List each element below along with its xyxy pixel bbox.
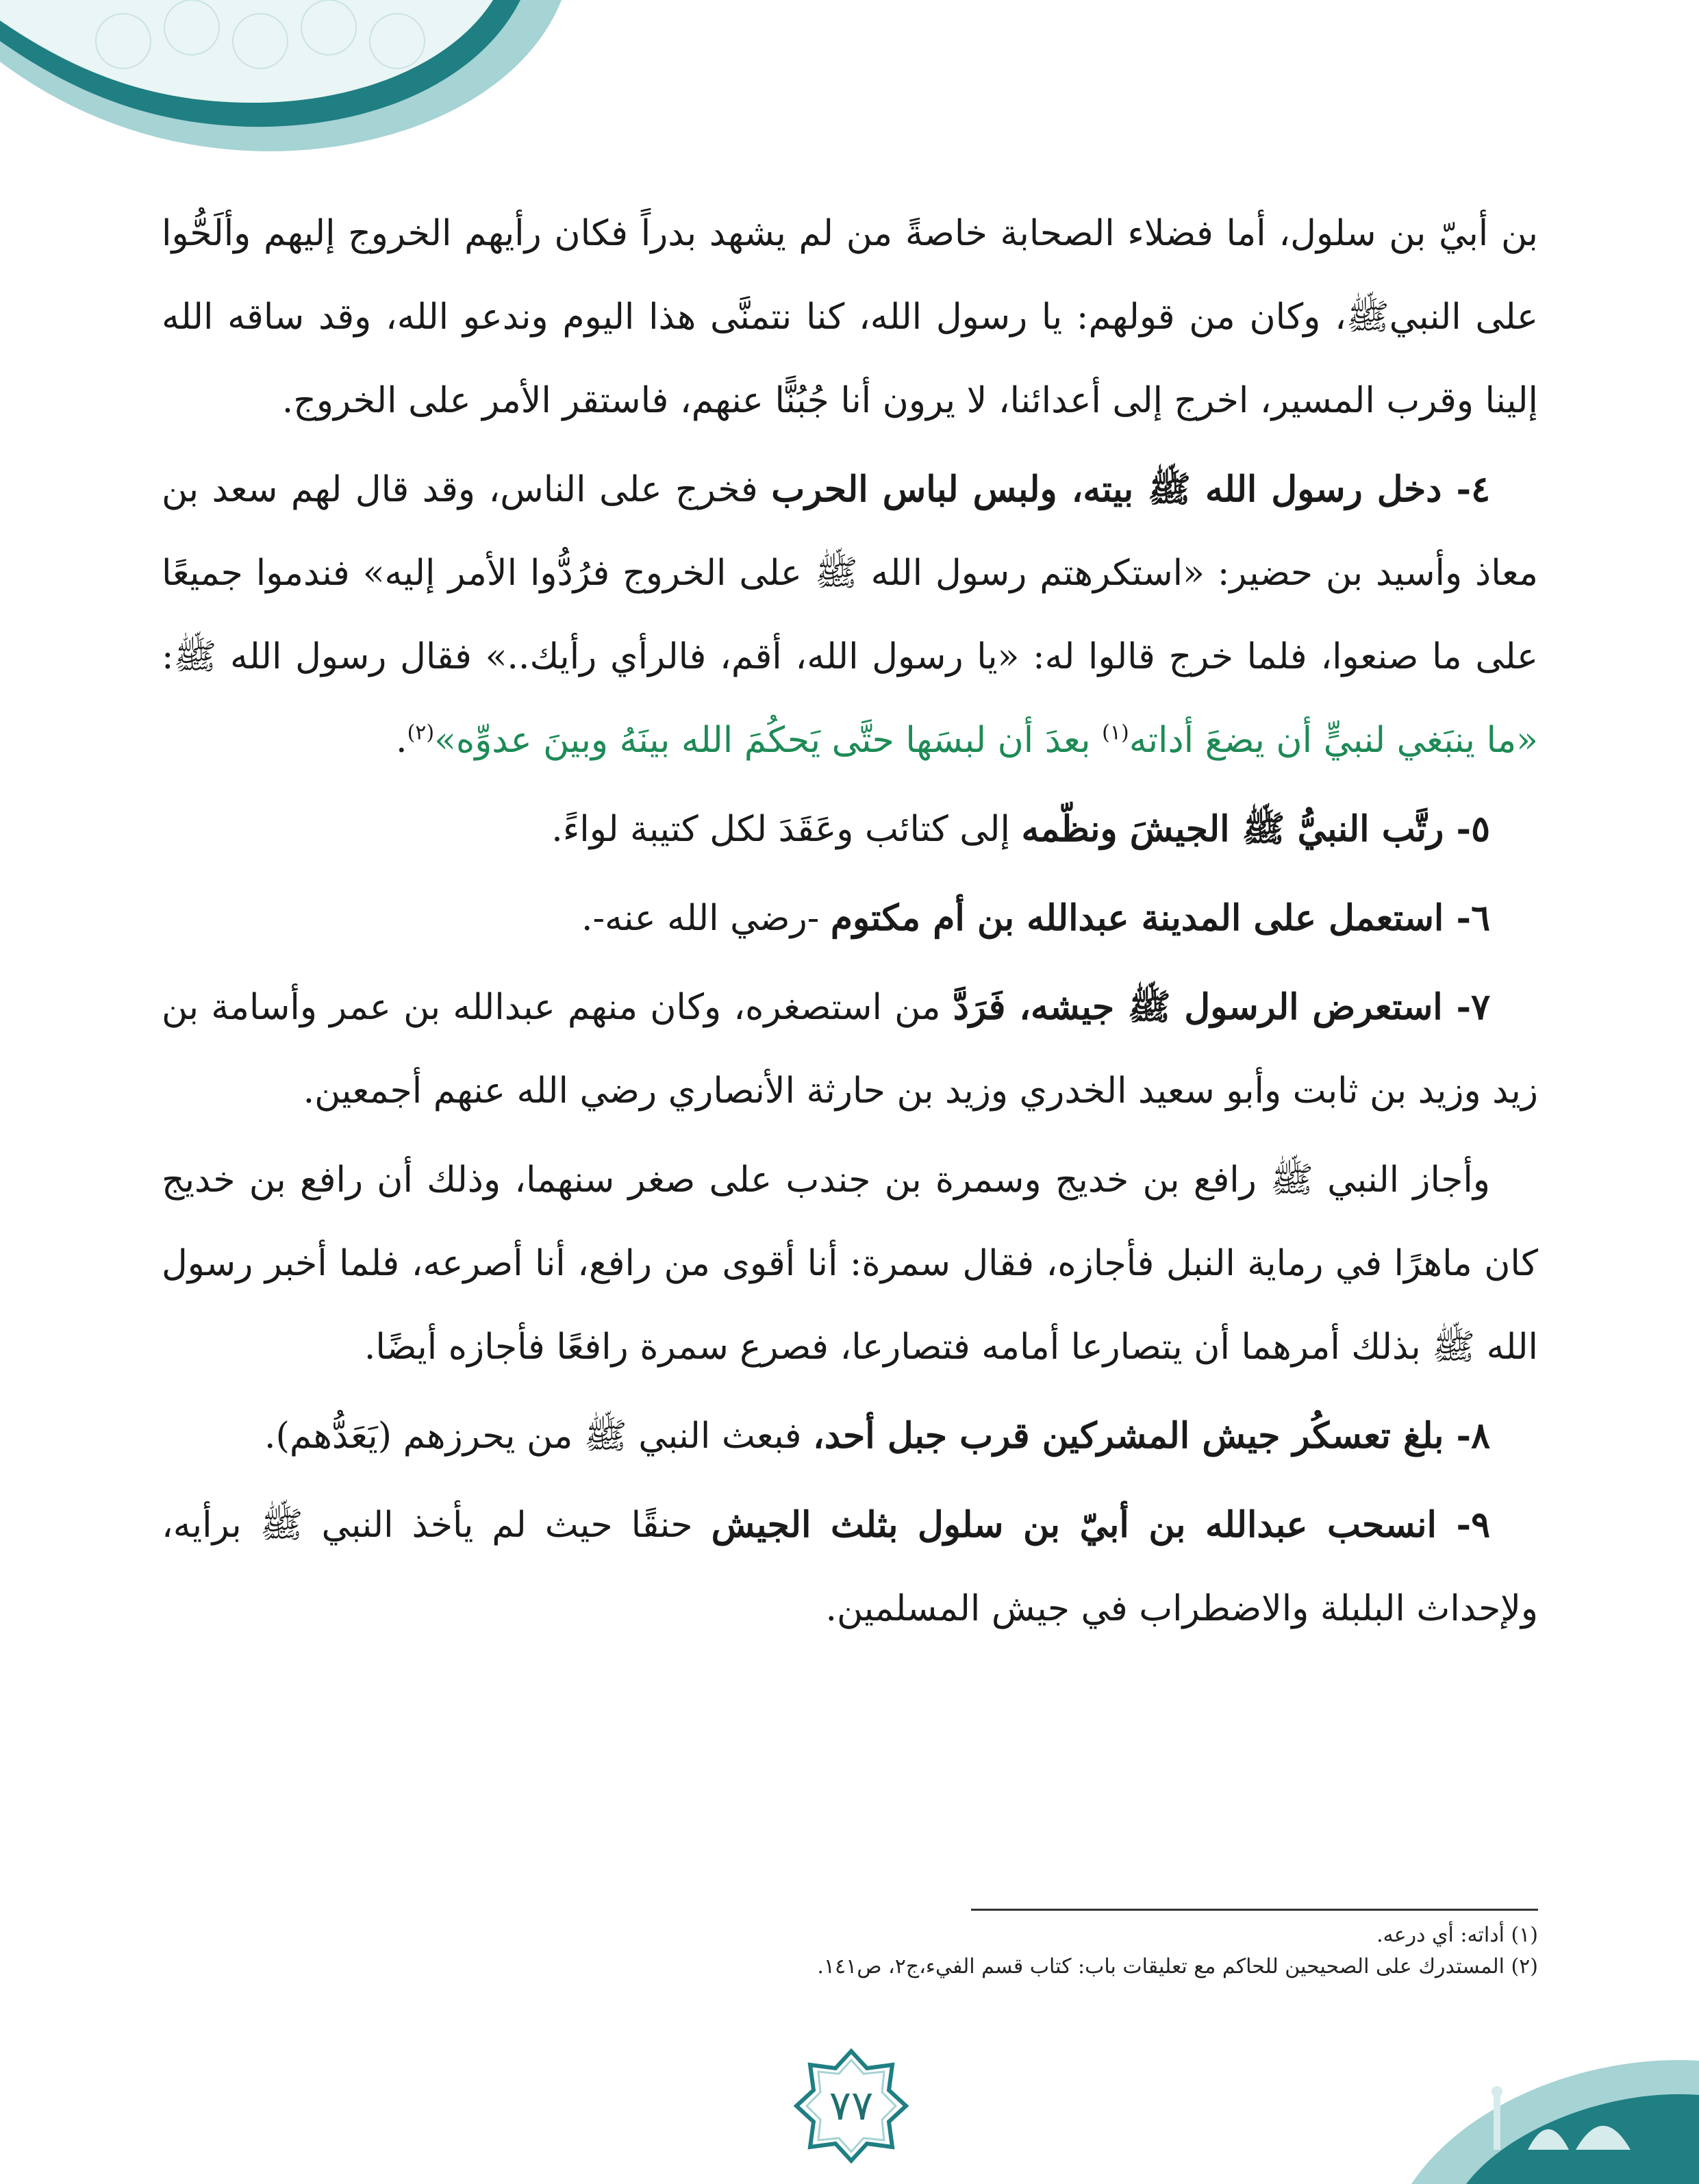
paragraph-5 bbox=[162, 788, 1538, 871]
paragraph-4 bbox=[162, 448, 1538, 782]
paragraph-4-text: فخرج على الناس، وقد قال لهم سعد بن معاذ وأسيد بن حضير: «استكرهتم رسول الله ﷺ على الخروج فرُدُّوا الأمر إليه» فندموا جميعًا على ما صنعوا، فلما خرج قالوا له: «يا رسول الله، أقم، فالرأي رأيك..» فقال رسول الله ﷺ: bbox=[162, 469, 1538, 677]
paragraph-6-text: -رضي الله عنه-. bbox=[581, 898, 831, 939]
hadith-quote-part-1: «ما ينبَغي لنبيٍّ أن يضعَ أداته bbox=[1129, 720, 1538, 761]
paragraph-8-heading: ٨- بلغ تعسكُر جيش المشركين قرب جبل أحد، bbox=[813, 1415, 1490, 1457]
paragraph-7-heading: ٧- استعرض الرسول ﷺ جيشه، فَرَدَّ bbox=[953, 986, 1491, 1028]
footnote-divider bbox=[971, 1909, 1538, 1911]
paragraph-9 bbox=[162, 1483, 1538, 1650]
paragraph-9-heading: ٩- انسحب عبدالله بن أبيّ بن سلول بثلث الجيش bbox=[711, 1504, 1490, 1546]
paragraph-9-text: حنقًا حيث لم يأخذ النبي ﷺ برأيه، ولإحداث البلبلة والاضطراب في جيش المسلمين. bbox=[162, 1505, 1538, 1629]
footnote-ref-1[interactable]: (١) bbox=[1102, 720, 1129, 745]
hadith-quote-part-2: بعدَ أن لبسَها حتَّى يَحكُمَ الله بينَهُ وبينَ عدوِّه» bbox=[434, 720, 1103, 761]
paragraph-5-heading: ٥- رتَّب النبيُّ ﷺ الجيشَ ونظّمه bbox=[1021, 808, 1490, 850]
paragraph-4-heading: ٤- دخل رسول الله ﷺ بيته، ولبس لباس الحرب bbox=[771, 468, 1491, 510]
footnote-2: (٢) المستدرك على الصحيحين للحاكم مع تعليقات باب: كتاب قسم الفيء،ج٢، ص١٤١. bbox=[817, 1955, 1538, 1979]
footnote-1: (١) أداته: أي درعه. bbox=[1376, 1923, 1538, 1947]
paragraph-5-text: إلى كتائب وعَقَدَ لكل كتيبة لواءً. bbox=[551, 809, 1022, 850]
paragraph-8-text: فبعث النبي ﷺ من يحرزهم (يَعَدُّهم). bbox=[264, 1416, 814, 1457]
main-text bbox=[162, 192, 1538, 1656]
footnote-ref-2[interactable]: (٢) bbox=[407, 720, 435, 745]
paragraph-6 bbox=[162, 877, 1538, 960]
bottom-corner-decoration bbox=[1206, 2020, 1699, 2184]
footnotes bbox=[616, 1920, 1538, 1983]
paragraph-7-text: من استصغره، وكان منهم عبدالله بن عمر وأسامة بن زيد وزيد بن ثابت وأبو سعيد الخدري وزيد بن حارثة الأنصاري رضي الله عنهم أجمعين. bbox=[162, 987, 1538, 1112]
paragraph-7 bbox=[162, 966, 1538, 1133]
page-number-badge bbox=[793, 2048, 909, 2164]
top-corner-decoration bbox=[0, 0, 616, 178]
paragraph-ijaza: وأجاز النبي ﷺ رافع بن خديج وسمرة بن جندب على صغر سنهما، وذلك أن رافع بن خديج كان ماهرًا في رماية النبل فأجازه، فقال سمرة: أنا أقوى من رافع، أنا أصرعه، فلما أخبر رسول الله ﷺ بذلك أمرهما أن يتصارعا أمامه فتصارعا، فصرع سمرة رافعًا فأجازه أيضًا. bbox=[162, 1159, 1538, 1368]
page-number: ٧٧ bbox=[829, 2082, 874, 2130]
paragraph-1: بن أبيّ بن سلول، أما فضلاء الصحابة خاصةً من لم يشهد بدراً فكان رأيهم الخروج إليهم وألَحُّوا على النبيﷺ، وكان من قولهم: يا رسول الله، كنا نتمنَّى هذا اليوم وندعو الله، وقد ساقه الله إلينا وقرب المسير، اخرج إلى أعدائنا، لا يرون أنا جُبُنًّا عنهم، فاستقر الأمر على الخروج. bbox=[162, 213, 1538, 421]
paragraph-6-heading: ٦- استعمل على المدينة عبدالله بن أم مكتوم bbox=[830, 897, 1490, 939]
paragraph-4-end: . bbox=[396, 720, 407, 761]
paragraph-8 bbox=[162, 1394, 1538, 1478]
